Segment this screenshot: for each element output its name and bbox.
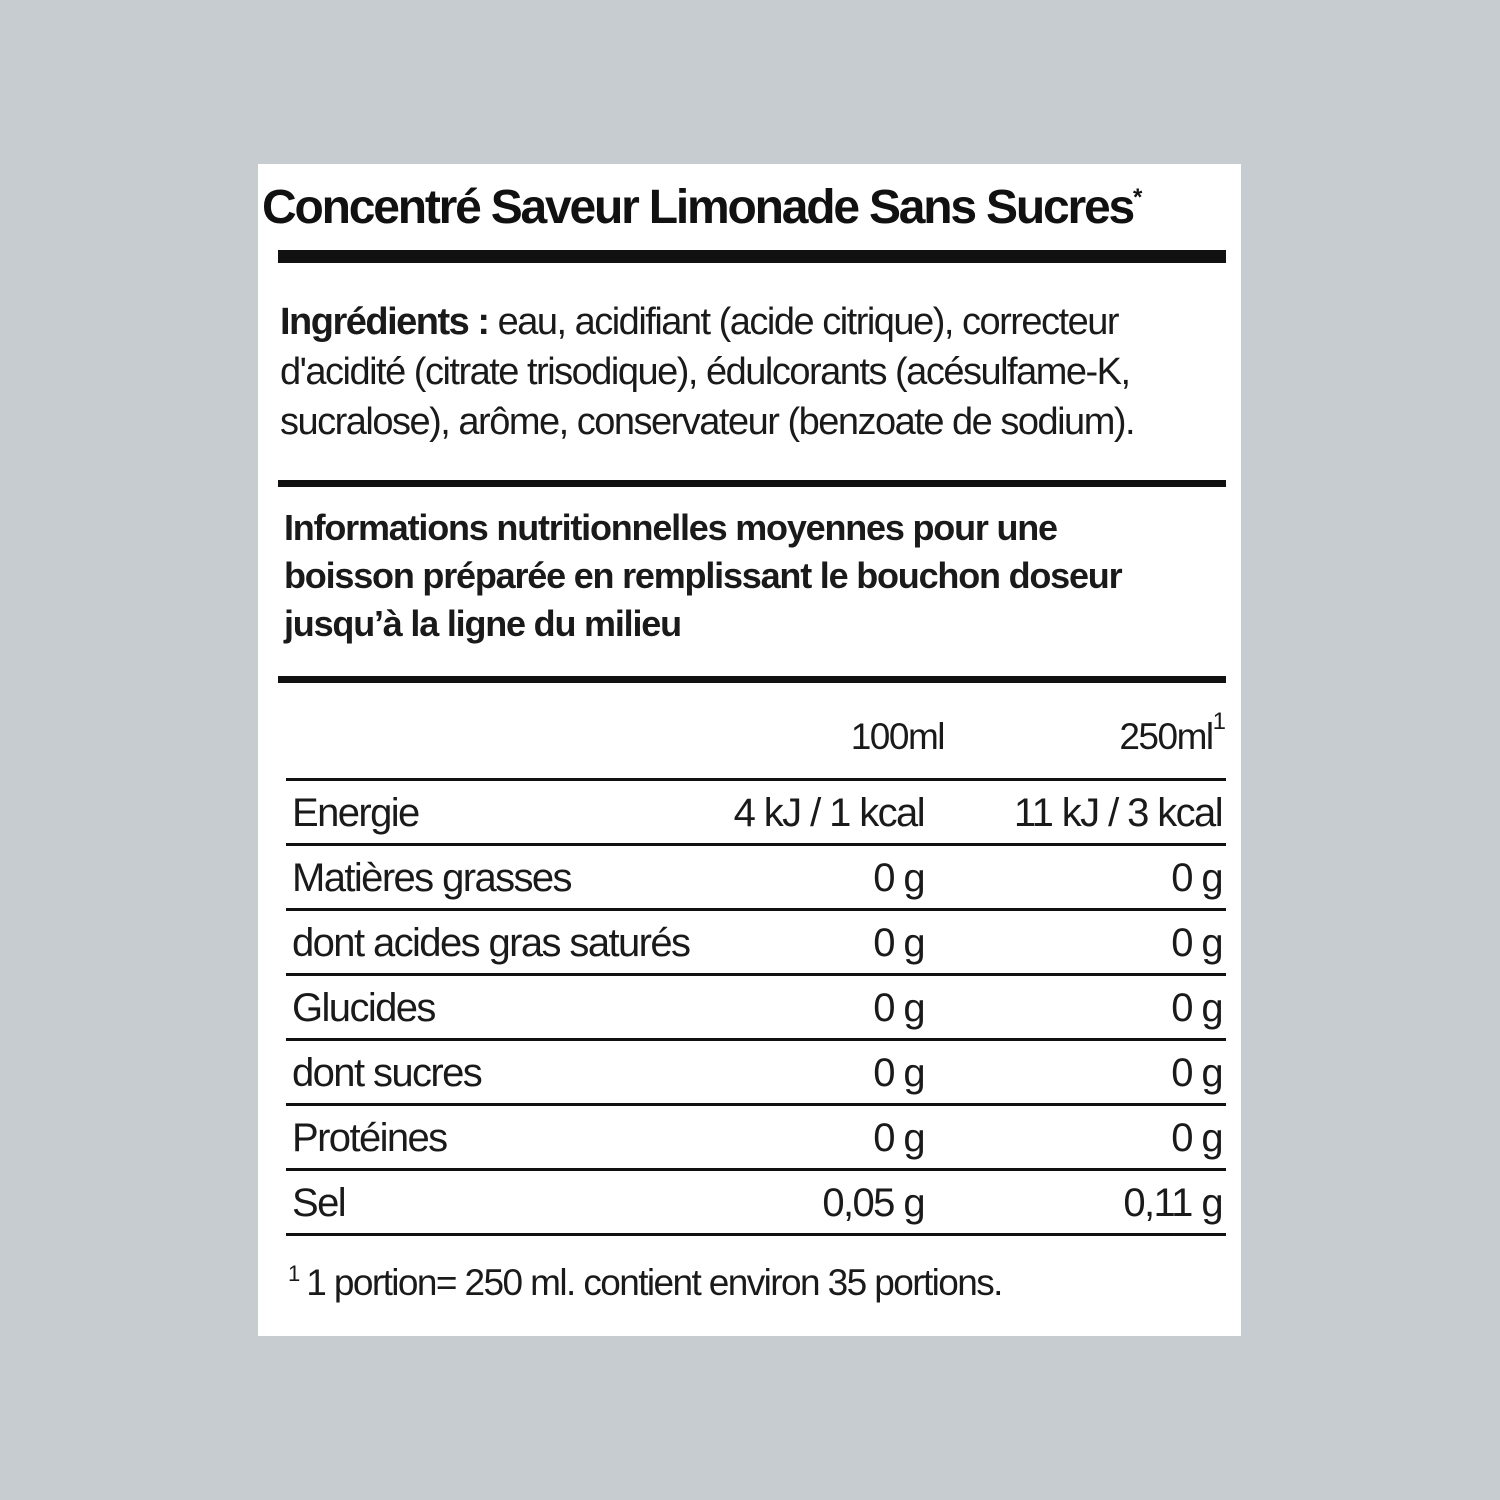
value-250ml: 0 g [1171, 986, 1222, 1030]
ingredients-text: eau, acidifiant (acide citrique), correcteur d'acidité (citrate trisodique), édulcorants (acésulfame-K, sucralose), arôme, conservateur (benzoate de sodium). [280, 301, 1135, 443]
column-header-100ml: 100ml [850, 716, 944, 757]
footnote-marker: 1 [288, 1261, 301, 1286]
value-100ml: 0,05 g [822, 1181, 924, 1225]
title-asterisk: * [1132, 184, 1143, 211]
value-250ml: 11 kJ / 3 kcal [1013, 791, 1222, 835]
table-row [286, 846, 1226, 911]
table-row [286, 1171, 1226, 1236]
value-250ml: 0 g [1171, 1116, 1222, 1160]
ingredients-divider [278, 480, 1226, 487]
product-title-text: Concentré Saveur Limonade Sans Sucres [262, 181, 1133, 234]
value-100ml: 0 g [873, 1051, 924, 1095]
row-label: dont sucres [292, 1051, 482, 1095]
ingredients-label: Ingrédients : [280, 301, 489, 343]
heading-divider [278, 676, 1226, 683]
footnote-text: 1 portion= 250 ml. contient environ 35 portions. [306, 1262, 1002, 1303]
column-header-250ml-text: 250ml [1119, 716, 1213, 757]
value-100ml: 0 g [873, 986, 924, 1030]
value-100ml: 0 g [873, 921, 924, 965]
value-250ml: 0 g [1171, 856, 1222, 900]
table-row [286, 911, 1226, 976]
value-100ml: 4 kJ / 1 kcal [733, 791, 924, 835]
row-label: Protéines [292, 1116, 447, 1160]
table-header [286, 706, 1226, 776]
value-250ml: 0 g [1171, 1051, 1222, 1095]
row-label: Glucides [292, 986, 435, 1030]
table-row [286, 1106, 1226, 1171]
product-title [262, 176, 1237, 240]
value-250ml: 0,11 g [1123, 1181, 1222, 1225]
value-100ml: 0 g [873, 856, 924, 900]
column-header-250ml [1119, 708, 1226, 758]
ingredients-block [280, 297, 1220, 447]
nutrition-label [258, 164, 1241, 1336]
row-label: Matières grasses [292, 856, 571, 900]
nutrition-heading: Informations nutritionnelles moyennes pour une boisson préparée en remplissant le bouchon doseur jusqu’à la ligne du milieu [284, 507, 1122, 644]
table-row [286, 1041, 1226, 1106]
row-label: Energie [292, 791, 419, 835]
table-row [286, 976, 1226, 1041]
footnote [288, 1258, 1228, 1308]
column-header-footnote-marker: 1 [1212, 708, 1226, 735]
table-row [286, 781, 1226, 846]
nutrition-table [286, 778, 1226, 1236]
value-250ml: 0 g [1171, 921, 1222, 965]
row-label: dont acides gras saturés [292, 921, 690, 965]
title-divider [278, 250, 1226, 263]
row-label: Sel [292, 1181, 346, 1225]
value-100ml: 0 g [873, 1116, 924, 1160]
